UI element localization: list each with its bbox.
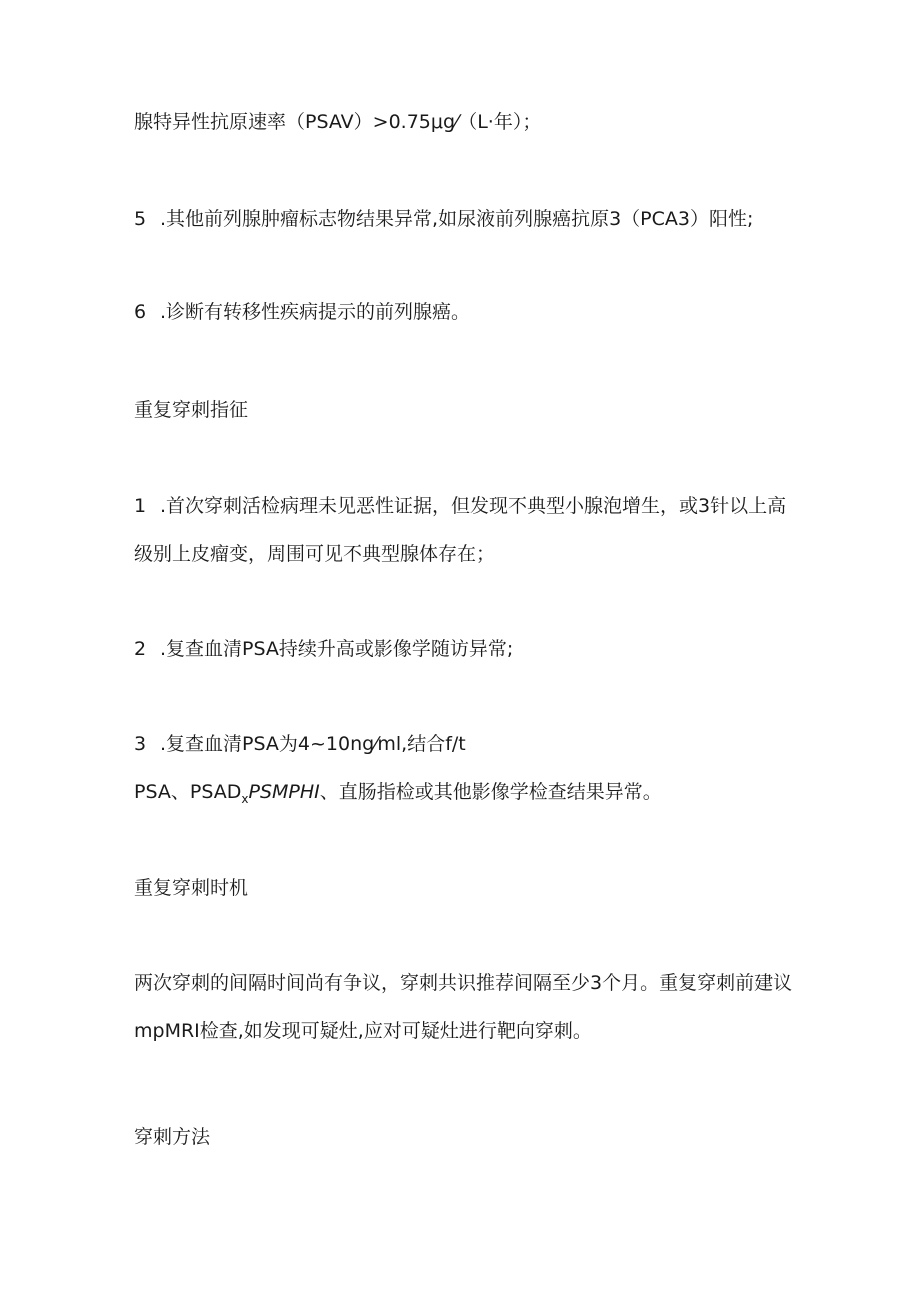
list-text: 级别上皮瘤变，周围可见不典型腺体存在；	[134, 543, 496, 565]
list-number: 3	[134, 733, 147, 755]
heading-text: 重复穿刺时机	[134, 877, 249, 899]
list-text: 、直肠指检或其他影像学检查结果异常。	[319, 781, 662, 803]
list-text: .诊断有转移性疾病提示的前列腺癌。	[160, 301, 471, 323]
heading-text: 穿刺方法	[134, 1126, 211, 1148]
list-number: 6	[134, 301, 147, 323]
section-heading-method	[134, 1125, 210, 1149]
repeat-item-2	[134, 637, 513, 661]
italic-text: PSMPHI	[248, 781, 320, 803]
paragraph-text: mpMRI检查,如发现可疑灶,应对可疑灶进行靶向穿刺。	[134, 1020, 592, 1042]
heading-text: 重复穿刺指征	[134, 399, 249, 421]
list-text: .首次穿刺活检病理未见恶性证据，但发现不典型小腺泡增生，或3针以上高	[160, 495, 787, 517]
list-text: PSA、PSAD	[134, 781, 242, 803]
repeat-item-1-line-b	[134, 542, 495, 566]
list-number: 2	[134, 638, 147, 660]
text-line-psav	[134, 110, 541, 134]
paragraph-text: 腺特异性抗原速率（PSAV）>0.75μg⁄（L·年）；	[134, 111, 542, 133]
list-item-5	[134, 207, 753, 231]
subscript-text: x	[241, 791, 249, 806]
list-text: .复查血清PSA为4~10ng⁄ml,结合f/t	[160, 733, 466, 755]
timing-paragraph-line-b	[134, 1019, 592, 1043]
list-text: .复查血清PSA持续升高或影像学随访异常;	[160, 638, 514, 660]
list-number: 5	[134, 208, 147, 230]
repeat-item-3-line-b	[134, 780, 662, 811]
section-heading-repeat-indications	[134, 398, 248, 422]
paragraph-text: 两次穿刺的间隔时间尚有争议，穿刺共识推荐间隔至少3个月。重复穿刺前建议	[134, 972, 793, 994]
list-text: .其他前列腺肿瘤标志物结果异常,如尿液前列腺癌抗原3（PCA3）阳性;	[160, 208, 754, 230]
repeat-item-3-line-a	[134, 732, 466, 756]
repeat-item-1-line-a	[134, 494, 786, 518]
list-item-6	[134, 300, 470, 324]
section-heading-repeat-timing	[134, 876, 248, 900]
list-number: 1	[134, 495, 147, 517]
timing-paragraph-line-a	[134, 971, 792, 995]
